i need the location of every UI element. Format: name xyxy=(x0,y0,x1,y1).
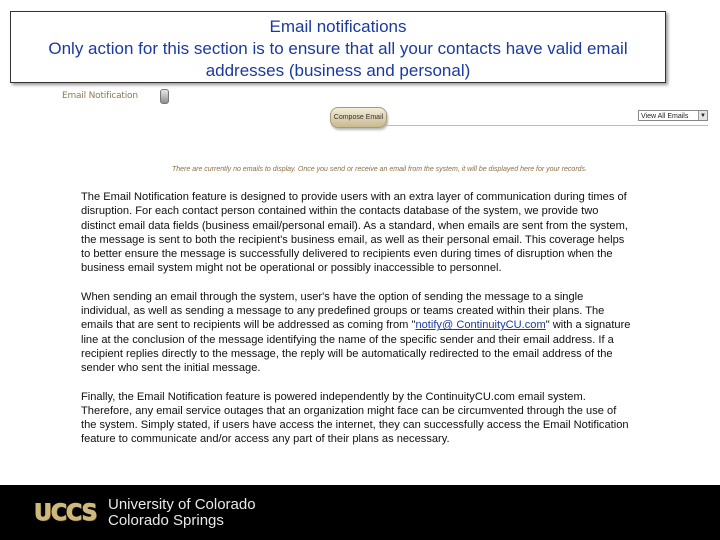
slide-title: Email notifications xyxy=(269,17,407,36)
university-line-2: Colorado Springs xyxy=(108,512,224,529)
paragraph-1: The Email Notification feature is designed to provide users with an extra layer of communication during times of disruption. For each contact person contained within the contacts database of the system, we provide two distinct email data fields (business email/personal email). As a standard, when emails are sent from the system, the message is sent to both the recipient's business email, as well as their personal email. This coverage helps to better ensure the message is successfully delivered to recipients even during times of disruption when the business email system might not be operational or possibly inaccessible to personnel. xyxy=(81,191,628,275)
university-line-1: University of Colorado xyxy=(108,496,256,513)
embedded-screenshot xyxy=(0,0,720,185)
paragraph-2-start: When sending an email through the system, user's have the option of sending the message to a single individual, as well as sending a message to any predefined groups or teams created within their plans. The emails that are sent to recipients will be addressed as coming from " xyxy=(81,290,605,332)
view-filter-value: View All Emails xyxy=(641,113,689,120)
slide-subtitle: Only action for this section is to ensure that all your contacts have valid email addresses (business and personal) xyxy=(48,39,628,80)
empty-state-message: There are currently no emails to display. Once you send or receive an email from the system, it will be displayed here for your records. xyxy=(172,166,587,173)
uccs-logo: UCCS xyxy=(34,501,97,526)
chevron-down-icon: ▼ xyxy=(698,111,707,120)
paragraph-2-end: " with a signature line at the conclusion of the message identifying the name of the specific sender and their email address. If a recipient replies directly to the message, the reply will be automatically redirected to the email address of the sender who sent the initial message. xyxy=(81,319,631,375)
description-text xyxy=(81,190,633,461)
view-filter-select[interactable] xyxy=(638,110,708,121)
university-name xyxy=(108,497,256,529)
notify-email-link[interactable]: notify@ ContinuityCU.com xyxy=(415,319,546,332)
divider xyxy=(386,125,708,126)
footer xyxy=(0,485,720,540)
section-label: Email Notification xyxy=(62,91,138,101)
compose-email-button[interactable]: Compose Email xyxy=(330,107,387,128)
paragraph-3: Finally, the Email Notification feature is powered independently by the ContinuityCU.com email system. Therefore, any email service outages that an organization might face can be circumvented through the use of the system. Simply stated, if users have access the internet, they can successfully access the Email Notification feature to communicate and/or access any part of their plans as necessary. xyxy=(81,390,629,446)
collapse-toggle-icon[interactable] xyxy=(160,89,169,104)
paragraph-2 xyxy=(81,290,633,376)
